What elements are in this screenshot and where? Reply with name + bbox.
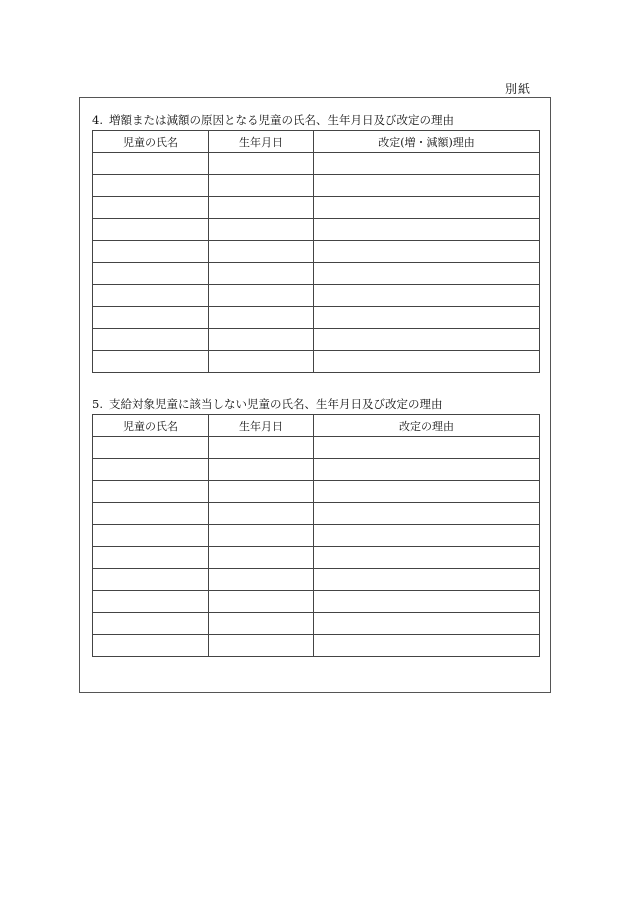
child-name-cell[interactable] [93, 329, 209, 351]
section-5-title-text: 支給対象児童に該当しない児童の氏名、生年月日及び改定の理由 [108, 397, 443, 411]
birthdate-cell[interactable] [209, 437, 314, 459]
birthdate-cell[interactable] [209, 569, 314, 591]
section-4-title-text: 増額または減額の原因となる児童の氏名、生年月日及び改定の理由 [108, 113, 454, 127]
child-name-cell[interactable] [93, 547, 209, 569]
table-row [93, 219, 540, 241]
column-header-child-name: 児童の氏名 [93, 131, 209, 153]
table-row [93, 569, 540, 591]
child-name-cell[interactable] [93, 153, 209, 175]
revision-reason-cell[interactable] [314, 329, 540, 351]
birthdate-cell[interactable] [209, 307, 314, 329]
table-row [93, 175, 540, 197]
table-row [93, 329, 540, 351]
child-name-cell[interactable] [93, 591, 209, 613]
column-header-revision-reason: 改定の理由 [314, 415, 540, 437]
birthdate-cell[interactable] [209, 459, 314, 481]
child-name-cell[interactable] [93, 459, 209, 481]
section-4-table [92, 130, 540, 373]
revision-reason-cell[interactable] [314, 437, 540, 459]
birthdate-cell[interactable] [209, 329, 314, 351]
revision-reason-cell[interactable] [314, 481, 540, 503]
table-row [93, 503, 540, 525]
table-row [93, 285, 540, 307]
birthdate-cell[interactable] [209, 635, 314, 657]
table-header-row [93, 415, 540, 437]
table-row [93, 197, 540, 219]
birthdate-cell[interactable] [209, 175, 314, 197]
birthdate-cell[interactable] [209, 219, 314, 241]
child-name-cell[interactable] [93, 351, 209, 373]
table-row [93, 613, 540, 635]
table-header-row [93, 131, 540, 153]
birthdate-cell[interactable] [209, 591, 314, 613]
annex-label: 別紙 [505, 82, 532, 96]
table-row [93, 591, 540, 613]
child-name-cell[interactable] [93, 241, 209, 263]
child-name-cell[interactable] [93, 481, 209, 503]
birthdate-cell[interactable] [209, 351, 314, 373]
section-4-number: 4. [92, 113, 103, 127]
table-row [93, 635, 540, 657]
birthdate-cell[interactable] [209, 525, 314, 547]
table-row [93, 481, 540, 503]
column-header-child-name: 児童の氏名 [93, 415, 209, 437]
revision-reason-cell[interactable] [314, 613, 540, 635]
column-header-revision-reason: 改定(増・減額)理由 [314, 131, 540, 153]
table-row [93, 307, 540, 329]
section-5-table [92, 414, 540, 657]
child-name-cell[interactable] [93, 219, 209, 241]
table-row [93, 153, 540, 175]
table-row [93, 241, 540, 263]
table-row [93, 459, 540, 481]
revision-reason-cell[interactable] [314, 569, 540, 591]
section-5-title [92, 396, 442, 412]
revision-reason-cell[interactable] [314, 591, 540, 613]
child-name-cell[interactable] [93, 569, 209, 591]
birthdate-cell[interactable] [209, 613, 314, 635]
revision-reason-cell[interactable] [314, 219, 540, 241]
revision-reason-cell[interactable] [314, 307, 540, 329]
revision-reason-cell[interactable] [314, 285, 540, 307]
birthdate-cell[interactable] [209, 263, 314, 285]
table-row [93, 263, 540, 285]
birthdate-cell[interactable] [209, 197, 314, 219]
revision-reason-cell[interactable] [314, 197, 540, 219]
table-row [93, 547, 540, 569]
child-name-cell[interactable] [93, 307, 209, 329]
birthdate-cell[interactable] [209, 241, 314, 263]
child-name-cell[interactable] [93, 613, 209, 635]
column-header-birthdate: 生年月日 [209, 415, 314, 437]
birthdate-cell[interactable] [209, 285, 314, 307]
child-name-cell[interactable] [93, 197, 209, 219]
birthdate-cell[interactable] [209, 153, 314, 175]
child-name-cell[interactable] [93, 437, 209, 459]
table-row [93, 525, 540, 547]
birthdate-cell[interactable] [209, 547, 314, 569]
table-row [93, 351, 540, 373]
birthdate-cell[interactable] [209, 503, 314, 525]
revision-reason-cell[interactable] [314, 547, 540, 569]
revision-reason-cell[interactable] [314, 175, 540, 197]
revision-reason-cell[interactable] [314, 153, 540, 175]
child-name-cell[interactable] [93, 285, 209, 307]
section-5-number: 5. [92, 397, 103, 411]
child-name-cell[interactable] [93, 525, 209, 547]
revision-reason-cell[interactable] [314, 241, 540, 263]
birthdate-cell[interactable] [209, 481, 314, 503]
child-name-cell[interactable] [93, 635, 209, 657]
column-header-birthdate: 生年月日 [209, 131, 314, 153]
child-name-cell[interactable] [93, 263, 209, 285]
child-name-cell[interactable] [93, 503, 209, 525]
section-4-title [92, 112, 454, 128]
revision-reason-cell[interactable] [314, 351, 540, 373]
revision-reason-cell[interactable] [314, 525, 540, 547]
revision-reason-cell[interactable] [314, 635, 540, 657]
revision-reason-cell[interactable] [314, 459, 540, 481]
child-name-cell[interactable] [93, 175, 209, 197]
revision-reason-cell[interactable] [314, 263, 540, 285]
table-row [93, 437, 540, 459]
revision-reason-cell[interactable] [314, 503, 540, 525]
